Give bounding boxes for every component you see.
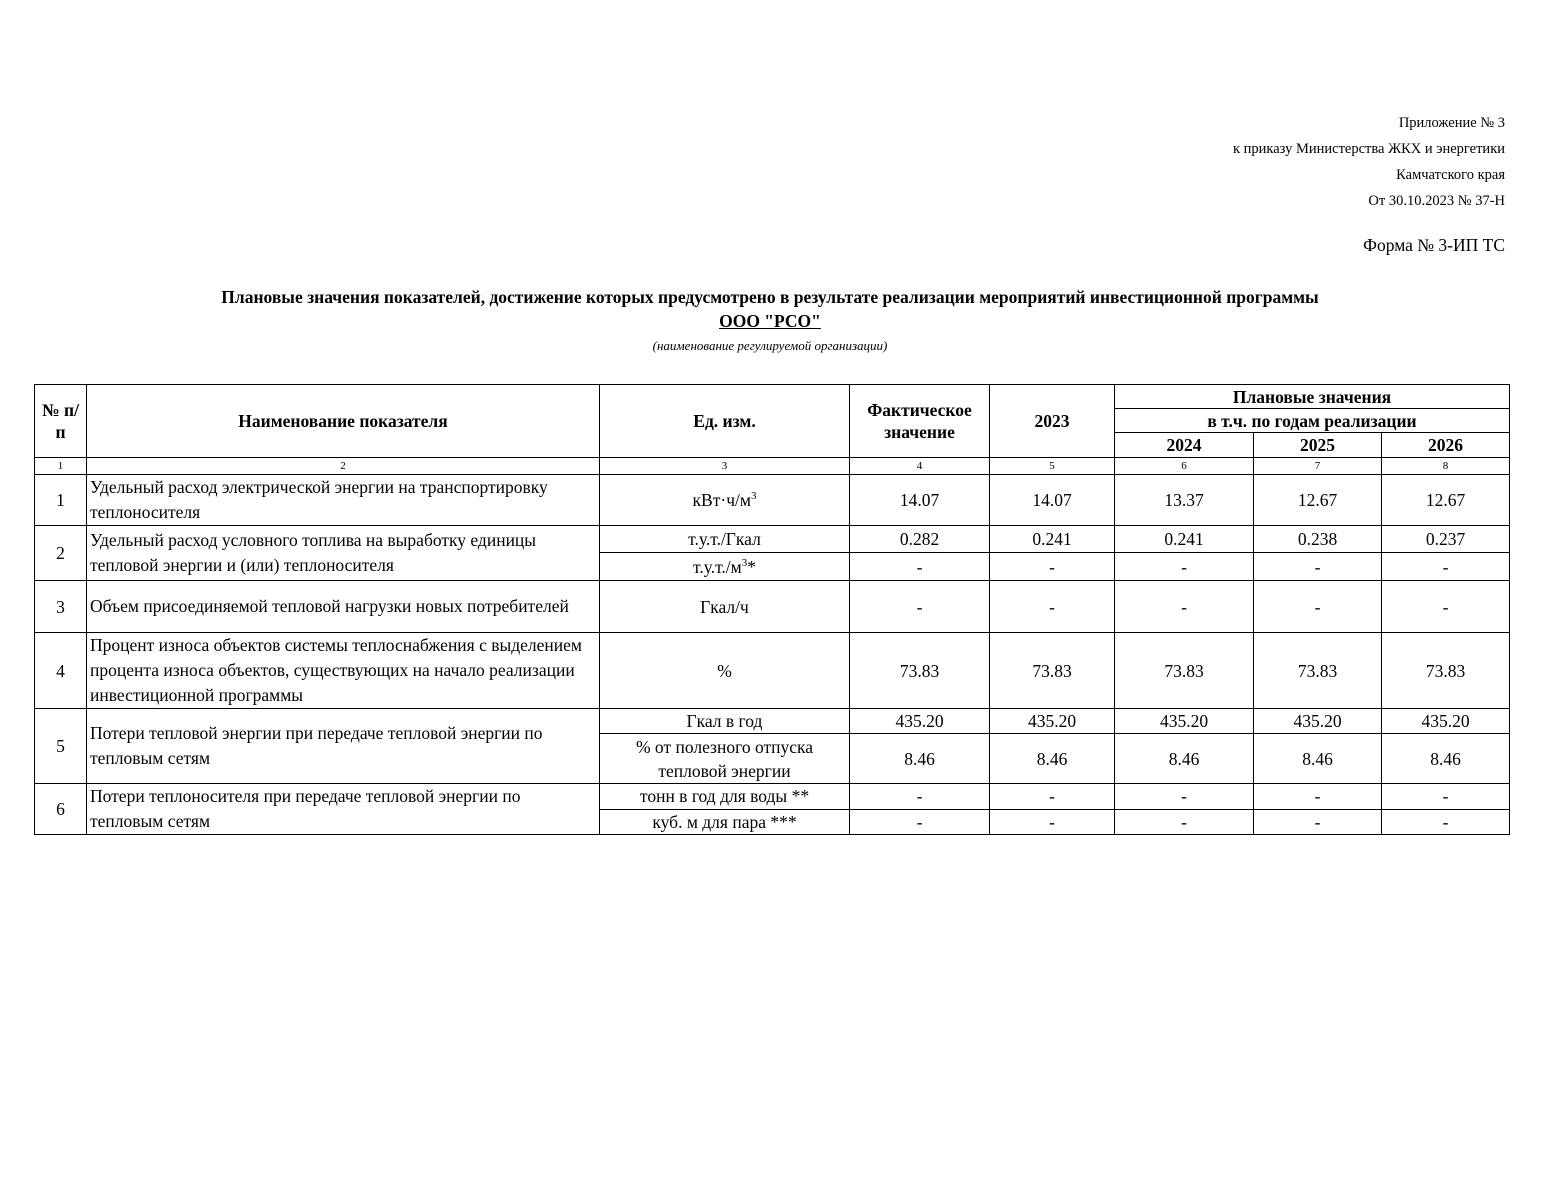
value-cell: - <box>990 809 1115 835</box>
unit-text: кВт·ч/м <box>692 490 751 510</box>
row-number: 1 <box>35 475 87 526</box>
value-cell: - <box>990 581 1115 633</box>
value-cell: 12.67 <box>1382 475 1510 526</box>
column-number-row <box>35 458 1510 475</box>
value-cell: 0.237 <box>1382 526 1510 553</box>
value-cell: 435.20 <box>990 709 1115 734</box>
indicator-name: Потери теплоносителя при передаче тепловой энергии по тепловым сетям <box>87 784 600 835</box>
row-number: 2 <box>35 526 87 581</box>
unit-text: куб. м для пара *** <box>652 811 797 832</box>
organization-name: ООО "РСО" <box>719 311 821 331</box>
appendix-line: От 30.10.2023 № 37-Н <box>1368 193 1505 209</box>
value-cell: - <box>850 581 990 633</box>
column-number: 2 <box>87 458 600 475</box>
value-cell: 0.241 <box>1115 526 1254 553</box>
value-cell: - <box>990 553 1115 581</box>
unit-cell <box>600 809 850 835</box>
value-cell: - <box>1382 581 1510 633</box>
header-2024: 2024 <box>1115 433 1254 458</box>
table-row <box>35 784 1510 810</box>
value-cell: 0.241 <box>990 526 1115 553</box>
value-cell: - <box>1254 553 1382 581</box>
indicator-name: Удельный расход электрической энергии на транспортировку теплоносителя <box>87 475 600 526</box>
column-number: 8 <box>1382 458 1510 475</box>
unit-text: % <box>717 660 732 681</box>
unit-cell <box>600 784 850 810</box>
header-name: Наименование показателя <box>87 385 600 458</box>
table-row <box>35 526 1510 553</box>
value-cell: - <box>850 809 990 835</box>
row-number: 6 <box>35 784 87 835</box>
row-number: 4 <box>35 633 87 709</box>
value-cell: 8.46 <box>850 734 990 784</box>
value-cell: 14.07 <box>850 475 990 526</box>
unit-text: т.у.т./м <box>693 556 742 577</box>
value-cell: 8.46 <box>1115 734 1254 784</box>
header-unit: Ед. изм. <box>600 385 850 458</box>
unit-cell <box>600 475 850 526</box>
value-cell: 73.83 <box>990 633 1115 709</box>
header-2026: 2026 <box>1382 433 1510 458</box>
value-cell: 73.83 <box>1115 633 1254 709</box>
value-cell: 13.37 <box>1115 475 1254 526</box>
row-number: 3 <box>35 581 87 633</box>
value-cell: - <box>1254 809 1382 835</box>
form-number: Форма № 3-ИП ТС <box>1363 235 1505 255</box>
column-number: 6 <box>1115 458 1254 475</box>
appendix-line: к приказу Министерства ЖКХ и энергетики <box>1232 141 1505 157</box>
header-num: № п/п <box>35 385 87 458</box>
value-cell: - <box>1382 784 1510 810</box>
table-body <box>35 458 1510 835</box>
value-cell: - <box>850 553 990 581</box>
column-number: 7 <box>1254 458 1382 475</box>
value-cell: 0.238 <box>1254 526 1382 553</box>
value-cell: 435.20 <box>1115 709 1254 734</box>
value-cell: 73.83 <box>1254 633 1382 709</box>
value-cell: 0.282 <box>850 526 990 553</box>
value-cell: 73.83 <box>1382 633 1510 709</box>
value-cell: - <box>1115 553 1254 581</box>
unit-superscript: 3 <box>741 556 748 569</box>
header-actual: Фактическое значение <box>850 385 990 458</box>
value-cell: 435.20 <box>1254 709 1382 734</box>
value-cell: 73.83 <box>850 633 990 709</box>
header-2023: 2023 <box>990 385 1115 458</box>
value-cell: 8.46 <box>1382 734 1510 784</box>
value-cell: - <box>1115 784 1254 810</box>
appendix-block <box>1233 110 1505 214</box>
value-cell: - <box>1254 581 1382 633</box>
appendix-line: Приложение № 3 <box>1398 115 1505 131</box>
value-cell: - <box>1382 809 1510 835</box>
value-cell: 8.46 <box>990 734 1115 784</box>
unit-cell <box>600 633 850 709</box>
unit-text: Гкал/ч <box>700 596 749 617</box>
document-title: Плановые значения показателей, достижение которых предусмотрено в результате реализации мероприятий инвестиционной программы <box>221 287 1319 307</box>
value-cell: 435.20 <box>1382 709 1510 734</box>
indicator-name: Процент износа объектов системы теплоснабжения с выделением процента износа объектов, существующих на начало реализации инвестиционной программы <box>87 633 600 709</box>
header-2025: 2025 <box>1254 433 1382 458</box>
value-cell: 8.46 <box>1254 734 1382 784</box>
value-cell: 435.20 <box>850 709 990 734</box>
unit-suffix: * <box>747 556 756 577</box>
value-cell: - <box>990 784 1115 810</box>
header-planned: Плановые значения <box>1115 385 1510 409</box>
unit-cell <box>600 709 850 734</box>
value-cell: - <box>1115 809 1254 835</box>
table-row <box>35 581 1510 633</box>
unit-cell <box>600 734 850 784</box>
indicators-table <box>34 384 1510 835</box>
table-row <box>35 475 1510 526</box>
unit-text: Гкал в год <box>686 711 763 731</box>
unit-superscript: 3 <box>750 490 757 503</box>
column-number: 3 <box>600 458 850 475</box>
unit-cell <box>600 553 850 581</box>
table-row <box>35 709 1510 734</box>
table-row <box>35 633 1510 709</box>
value-cell: 14.07 <box>990 475 1115 526</box>
unit-text: т.у.т./Гкал <box>688 529 761 549</box>
indicator-name: Удельный расход условного топлива на выработку единицы тепловой энергии и (или) теплоносителя <box>87 526 600 581</box>
organization-caption: (наименование регулируемой организации) <box>652 338 888 353</box>
header-by-years: в т.ч. по годам реализации <box>1115 409 1510 433</box>
indicator-name: Объем присоединяемой тепловой нагрузки новых потребителей <box>87 581 600 633</box>
column-number: 1 <box>35 458 87 475</box>
indicator-name: Потери тепловой энергии при передаче тепловой энергии по тепловым сетям <box>87 709 600 784</box>
value-cell: - <box>1382 553 1510 581</box>
column-number: 5 <box>990 458 1115 475</box>
value-cell: - <box>850 784 990 810</box>
appendix-line: Камчатского края <box>1396 167 1505 183</box>
unit-cell <box>600 526 850 553</box>
unit-cell <box>600 581 850 633</box>
value-cell: 12.67 <box>1254 475 1382 526</box>
unit-text: тонн в год для воды ** <box>639 786 810 807</box>
unit-text: % от полезного отпуска тепловой энергии <box>635 736 814 781</box>
column-number: 4 <box>850 458 990 475</box>
value-cell: - <box>1254 784 1382 810</box>
value-cell: - <box>1115 581 1254 633</box>
row-number: 5 <box>35 709 87 784</box>
organization-line <box>0 311 1540 332</box>
